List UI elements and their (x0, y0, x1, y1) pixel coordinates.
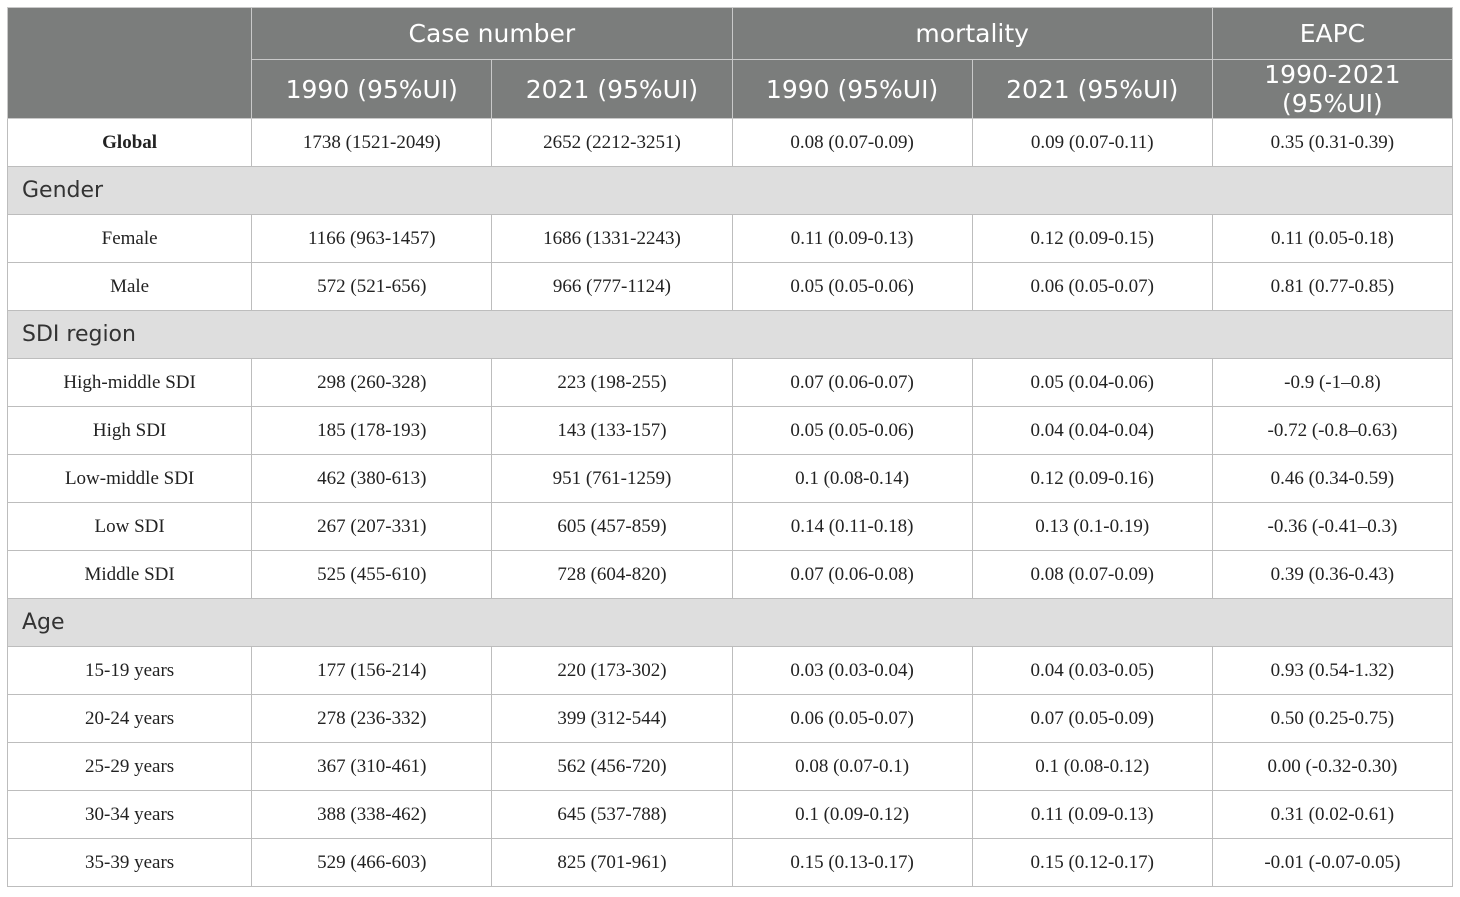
section-title: Gender (8, 167, 1453, 215)
table-cell: 0.12 (0.09-0.15) (972, 215, 1212, 263)
section-title: SDI region (8, 311, 1453, 359)
table-cell: 267 (207-331) (252, 503, 492, 551)
table-cell: 388 (338-462) (252, 791, 492, 839)
header-eapc-range: 1990-2021 (95%UI) (1212, 60, 1452, 119)
header-eapc: EAPC (1212, 8, 1452, 60)
table-cell: 529 (466-603) (252, 839, 492, 887)
header-corner-cell (8, 8, 252, 119)
table-cell: 1166 (963-1457) (252, 215, 492, 263)
row-label: Global (8, 119, 252, 167)
table-cell: 0.93 (0.54-1.32) (1212, 647, 1452, 695)
row-label: Low-middle SDI (8, 455, 252, 503)
table-cell: 0.09 (0.07-0.11) (972, 119, 1212, 167)
table-row (8, 359, 1453, 407)
table-cell: 0.06 (0.05-0.07) (972, 263, 1212, 311)
table-cell: 0.31 (0.02-0.61) (1212, 791, 1452, 839)
table-cell: 0.11 (0.05-0.18) (1212, 215, 1452, 263)
table-cell: 0.46 (0.34-0.59) (1212, 455, 1452, 503)
row-label: Middle SDI (8, 551, 252, 599)
table-cell: 0.04 (0.03-0.05) (972, 647, 1212, 695)
header-row-groups (8, 8, 1453, 60)
table-cell: 0.11 (0.09-0.13) (972, 791, 1212, 839)
table-cell: 0.15 (0.12-0.17) (972, 839, 1212, 887)
table-cell: 0.35 (0.31-0.39) (1212, 119, 1452, 167)
table-cell: 143 (133-157) (492, 407, 732, 455)
table-cell: 0.15 (0.13-0.17) (732, 839, 972, 887)
table-cell: 2652 (2212-3251) (492, 119, 732, 167)
row-label: 20-24 years (8, 695, 252, 743)
table-cell: 0.05 (0.05-0.06) (732, 407, 972, 455)
table-cell: 0.03 (0.03-0.04) (732, 647, 972, 695)
section-row-sdi-region (8, 311, 1453, 359)
row-label: Male (8, 263, 252, 311)
section-row-gender (8, 167, 1453, 215)
table-cell: 223 (198-255) (492, 359, 732, 407)
table-cell: 645 (537-788) (492, 791, 732, 839)
table-cell: 185 (178-193) (252, 407, 492, 455)
table-cell: 278 (236-332) (252, 695, 492, 743)
table-cell: 0.06 (0.05-0.07) (732, 695, 972, 743)
table-cell: 462 (380-613) (252, 455, 492, 503)
section-row-age (8, 599, 1453, 647)
table-cell: 966 (777-1124) (492, 263, 732, 311)
table-cell: 1686 (1331-2243) (492, 215, 732, 263)
table-cell: 367 (310-461) (252, 743, 492, 791)
table-cell: 525 (455-610) (252, 551, 492, 599)
row-label: 35-39 years (8, 839, 252, 887)
row-label: 25-29 years (8, 743, 252, 791)
table-cell: 0.07 (0.06-0.08) (732, 551, 972, 599)
row-label: 15-19 years (8, 647, 252, 695)
table-cell: 177 (156-214) (252, 647, 492, 695)
table-row (8, 791, 1453, 839)
row-label: Female (8, 215, 252, 263)
table-cell: 0.14 (0.11-0.18) (732, 503, 972, 551)
table-cell: 399 (312-544) (492, 695, 732, 743)
table-cell: -0.01 (-0.07-0.05) (1212, 839, 1452, 887)
row-label: High-middle SDI (8, 359, 252, 407)
table-cell: 728 (604-820) (492, 551, 732, 599)
table-row-global (8, 119, 1453, 167)
table-cell: 0.05 (0.04-0.06) (972, 359, 1212, 407)
table-cell: 0.11 (0.09-0.13) (732, 215, 972, 263)
table-row (8, 743, 1453, 791)
table-row (8, 407, 1453, 455)
table-cell: 0.05 (0.05-0.06) (732, 263, 972, 311)
table-row (8, 215, 1453, 263)
table-cell: 0.08 (0.07-0.1) (732, 743, 972, 791)
table-row (8, 551, 1453, 599)
table-cell: 0.00 (-0.32-0.30) (1212, 743, 1452, 791)
table-cell: 825 (701-961) (492, 839, 732, 887)
table-cell: 0.1 (0.08-0.14) (732, 455, 972, 503)
table-cell: 0.07 (0.06-0.07) (732, 359, 972, 407)
table-cell: 0.1 (0.08-0.12) (972, 743, 1212, 791)
table-row (8, 503, 1453, 551)
header-case-number: Case number (252, 8, 732, 60)
table-cell: -0.36 (-0.41–0.3) (1212, 503, 1452, 551)
header-mortality: mortality (732, 8, 1212, 60)
header-case-2021: 2021 (95%UI) (492, 60, 732, 119)
table-cell: 0.39 (0.36-0.43) (1212, 551, 1452, 599)
table-cell: 298 (260-328) (252, 359, 492, 407)
table-cell: -0.72 (-0.8–0.63) (1212, 407, 1452, 455)
table-cell: 951 (761-1259) (492, 455, 732, 503)
table-cell: 0.08 (0.07-0.09) (732, 119, 972, 167)
table-cell: 0.50 (0.25-0.75) (1212, 695, 1452, 743)
table-row (8, 263, 1453, 311)
table-row (8, 695, 1453, 743)
table-cell: 0.12 (0.09-0.16) (972, 455, 1212, 503)
header-mortality-2021: 2021 (95%UI) (972, 60, 1212, 119)
table-cell: 0.07 (0.05-0.09) (972, 695, 1212, 743)
header-mortality-1990: 1990 (95%UI) (732, 60, 972, 119)
table-cell: 0.13 (0.1-0.19) (972, 503, 1212, 551)
table-row (8, 647, 1453, 695)
table-cell: 0.1 (0.09-0.12) (732, 791, 972, 839)
header-case-1990: 1990 (95%UI) (252, 60, 492, 119)
table-cell: 572 (521-656) (252, 263, 492, 311)
table-row (8, 839, 1453, 887)
table-cell: 562 (456-720) (492, 743, 732, 791)
section-title: Age (8, 599, 1453, 647)
table-cell: -0.9 (-1–0.8) (1212, 359, 1452, 407)
row-label: High SDI (8, 407, 252, 455)
table-cell: 1738 (1521-2049) (252, 119, 492, 167)
row-label: 30-34 years (8, 791, 252, 839)
table-cell: 220 (173-302) (492, 647, 732, 695)
results-table (7, 7, 1453, 887)
row-label: Low SDI (8, 503, 252, 551)
table-cell: 0.81 (0.77-0.85) (1212, 263, 1452, 311)
table-cell: 605 (457-859) (492, 503, 732, 551)
table-cell: 0.04 (0.04-0.04) (972, 407, 1212, 455)
table-row (8, 455, 1453, 503)
table-cell: 0.08 (0.07-0.09) (972, 551, 1212, 599)
